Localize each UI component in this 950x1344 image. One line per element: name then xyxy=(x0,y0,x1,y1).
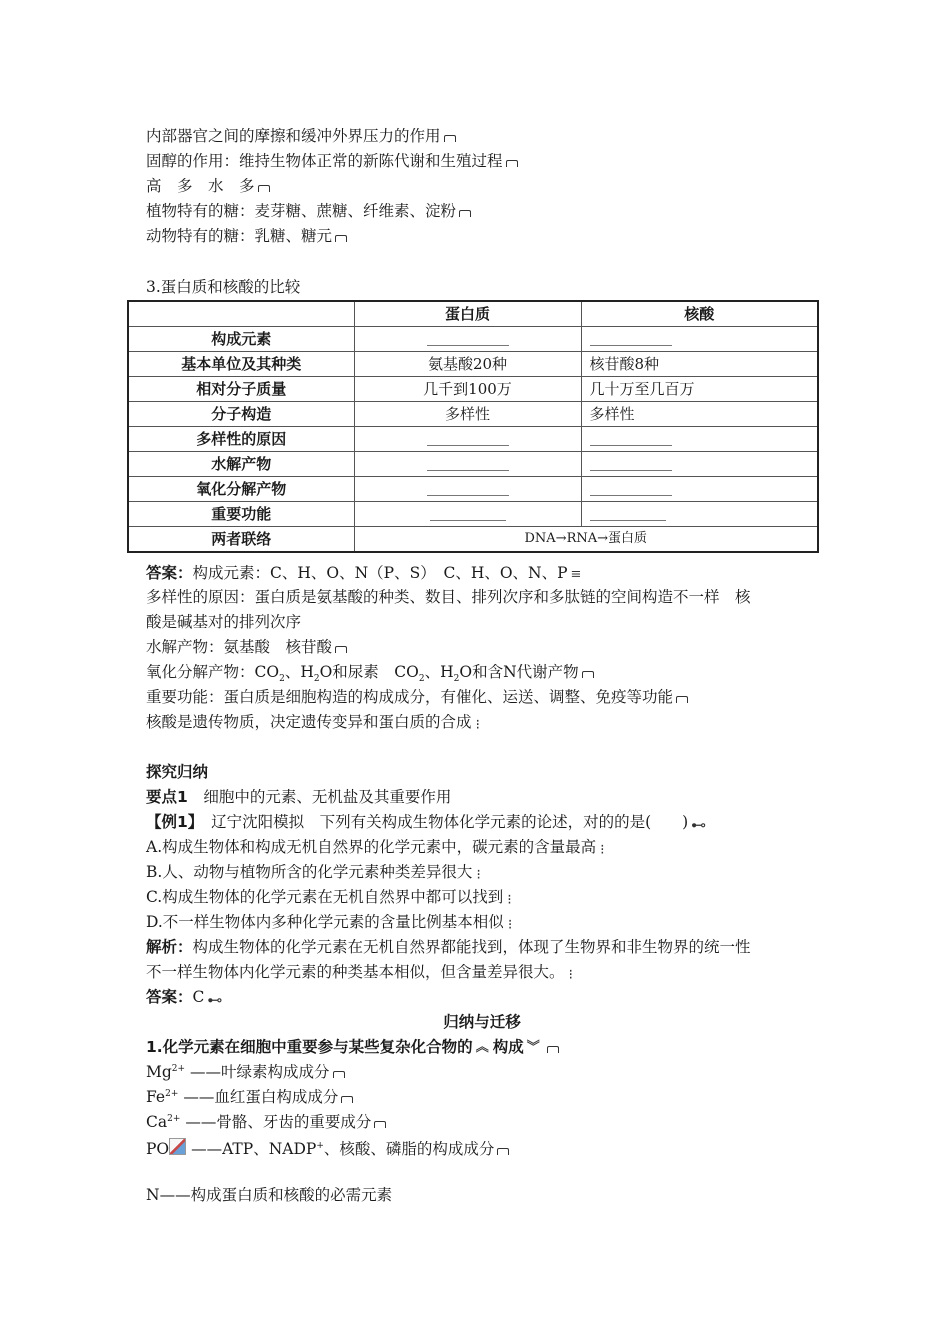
edit-mark-icon xyxy=(257,183,271,193)
blank-cell xyxy=(354,327,581,352)
option-b: B.人、动物与植物所含的化学元素种类差异很大⁝ xyxy=(146,860,818,884)
table-header-cell: 蛋白质 xyxy=(354,301,581,327)
blank-line xyxy=(427,330,509,346)
analysis-line-2: 不一样生物体内化学元素的种类基本相似，但含量差异很大。⁝ xyxy=(146,960,818,984)
edit-mark-icon xyxy=(546,1044,560,1054)
edit-mark-icon xyxy=(443,133,457,143)
edit-mark-icon xyxy=(334,233,348,243)
row-label: 氧化分解产物 xyxy=(128,477,354,502)
answer-line-2a: 多样性的原因：蛋白质是氨基酸的种类、数目、排列次序和多肽链的空间构造不一样 核 xyxy=(146,588,751,606)
summary-heading: 归纳与迁移 xyxy=(443,1013,521,1031)
mg-line: $Mg^{2+}$ ——叶绿素构成成分 xyxy=(146,1060,818,1084)
fe-line: $Fe^{2+}$ ——血红蛋白构成成分 xyxy=(146,1085,818,1109)
option-c: C.构成生物体的化学元素在无机自然界中都可以找到⁝ xyxy=(146,885,818,909)
intro-line-3: 高 多 水 多 xyxy=(146,174,818,198)
protein-cell: 几千到100万 xyxy=(354,377,581,402)
edit-mark-icon xyxy=(475,1044,493,1054)
answer-line-6: 核酸是遗传物质，决定遗传变异和蛋白质的合成⁝ xyxy=(146,710,818,734)
row-label: 分子构造 xyxy=(128,402,354,427)
ca-line: $Ca^{2+}$ ——骨骼、牙齿的重要成分 xyxy=(146,1110,818,1134)
nucleic-cell: 核苷酸8种 xyxy=(581,352,818,377)
section-3-title: 3.蛋白质和核酸的比较 xyxy=(146,278,301,296)
edit-mark-icon xyxy=(505,158,519,168)
table-row xyxy=(128,477,818,502)
merged-cell: DNA→RNA→蛋白质 xyxy=(354,527,818,553)
edit-mark-icon xyxy=(598,844,608,854)
row-label: 构成元素 xyxy=(128,327,354,352)
blank-line xyxy=(590,430,672,446)
edit-mark-icon xyxy=(458,208,472,218)
blank-cell xyxy=(354,477,581,502)
blank-line xyxy=(590,480,672,496)
edit-mark-icon xyxy=(506,919,516,929)
option-d: D.不一样生物体内多种化学元素的含量比例基本相似⁝ xyxy=(146,910,818,934)
table-row xyxy=(128,452,818,477)
answer-line-1: 答案：构成元素：C、H、O、N（P、S） C、H、O、N、P≡ xyxy=(146,561,818,585)
edit-mark-icon xyxy=(474,719,484,729)
edit-mark-icon xyxy=(373,1119,387,1129)
edit-mark-icon xyxy=(334,644,348,654)
blank-cell xyxy=(354,427,581,452)
table-header-cell: 核酸 xyxy=(581,301,818,327)
protein-cell: 多样性 xyxy=(354,402,581,427)
example-answer: 答案：C⊷ xyxy=(146,985,818,1009)
summary-item-1: 1.化学元素在细胞中重要参与某些复杂化合物的︽ 构成︾ xyxy=(146,1035,818,1059)
blank-cell xyxy=(581,452,818,477)
blank-line xyxy=(590,330,672,346)
answer-line-5: 重要功能：蛋白质是细胞构造的构成成分，有催化、运送、调整、免疫等功能 xyxy=(146,685,818,709)
intro-line-5: 动物特有的糖：乳糖、糖元 xyxy=(146,224,818,248)
edit-mark-icon xyxy=(526,1044,544,1054)
row-label: 水解产物 xyxy=(128,452,354,477)
answer-line-3: 水解产物：氨基酸 核苷酸 xyxy=(146,635,818,659)
table-row xyxy=(128,352,818,377)
table-row xyxy=(128,527,818,553)
edit-mark-icon xyxy=(675,694,689,704)
row-label: 基本单位及其种类 xyxy=(128,352,354,377)
blank-cell xyxy=(581,427,818,452)
edit-mark-icon xyxy=(332,1069,346,1079)
table-row xyxy=(128,502,818,527)
nucleic-cell: 几十万至几百万 xyxy=(581,377,818,402)
intro-line-2: 固醇的作用：维持生物体正常的新陈代谢和生殖过程 xyxy=(146,149,818,173)
blank-line xyxy=(590,505,666,521)
edit-mark-icon xyxy=(474,869,484,879)
intro-line-1: 内部器官之间的摩擦和缓冲外界压力的作用 xyxy=(146,124,818,148)
row-label: 两者联络 xyxy=(128,527,354,553)
blank-cell xyxy=(354,452,581,477)
table-row xyxy=(128,402,818,427)
answer-line-2b: 酸是碱基对的排列次序 xyxy=(146,613,302,631)
blank-line xyxy=(427,430,509,446)
intro-line-4: 植物特有的糖：麦芽糖、蔗糖、纤维素、淀粉 xyxy=(146,199,818,223)
row-label: 多样性的原因 xyxy=(128,427,354,452)
edit-mark-icon xyxy=(206,994,224,1004)
point-1: 要点1 细胞中的元素、无机盐及其重要作用 xyxy=(146,788,452,806)
table-row xyxy=(128,327,818,352)
blank-line xyxy=(590,455,672,471)
blank-line xyxy=(427,480,509,496)
embedded-image-icon xyxy=(169,1138,186,1155)
blank-cell xyxy=(581,477,818,502)
analysis-line-1: 解析：构成生物体的化学元素在无机自然界都能找到，体现了生物界和非生物界的统一性 xyxy=(146,938,751,956)
blank-cell xyxy=(354,502,581,527)
example-1: 【例1】 辽宁沈阳模拟 下列有关构成生物体化学元素的论述，对的的是( )⊷ xyxy=(146,810,818,834)
edit-mark-icon xyxy=(581,669,595,679)
comparison-table xyxy=(127,300,819,553)
po-line: PO ——ATP、NADP+、核酸、磷脂的构成成分 xyxy=(146,1137,818,1161)
table-row xyxy=(128,377,818,402)
answer-line-4: 氧化分解产物：$CO_2$、$H_2O$和尿素 $CO_2$、$H_2O$和含N代谢产物 xyxy=(146,660,818,684)
row-label: 重要功能 xyxy=(128,502,354,527)
table-header-row xyxy=(128,301,818,327)
table-row xyxy=(128,427,818,452)
table-header-cell xyxy=(128,301,354,327)
blank-cell xyxy=(581,502,818,527)
edit-mark-icon xyxy=(496,1146,510,1156)
edit-mark-icon xyxy=(567,969,577,979)
row-label: 相对分子质量 xyxy=(128,377,354,402)
blank-cell xyxy=(581,327,818,352)
blank-line xyxy=(430,505,506,521)
edit-mark-icon xyxy=(505,894,515,904)
edit-mark-icon xyxy=(690,819,708,829)
protein-cell: 氨基酸20种 xyxy=(354,352,581,377)
explore-heading: 探究归纳 xyxy=(146,763,209,781)
edit-mark-icon xyxy=(570,570,584,580)
n-line: N——构成蛋白质和核酸的必需元素 xyxy=(146,1186,393,1204)
edit-mark-icon xyxy=(340,1094,354,1104)
blank-line xyxy=(427,455,509,471)
nucleic-cell: 多样性 xyxy=(581,402,818,427)
option-a: A.构成生物体和构成无机自然界的化学元素中，碳元素的含量最高⁝ xyxy=(146,835,818,859)
